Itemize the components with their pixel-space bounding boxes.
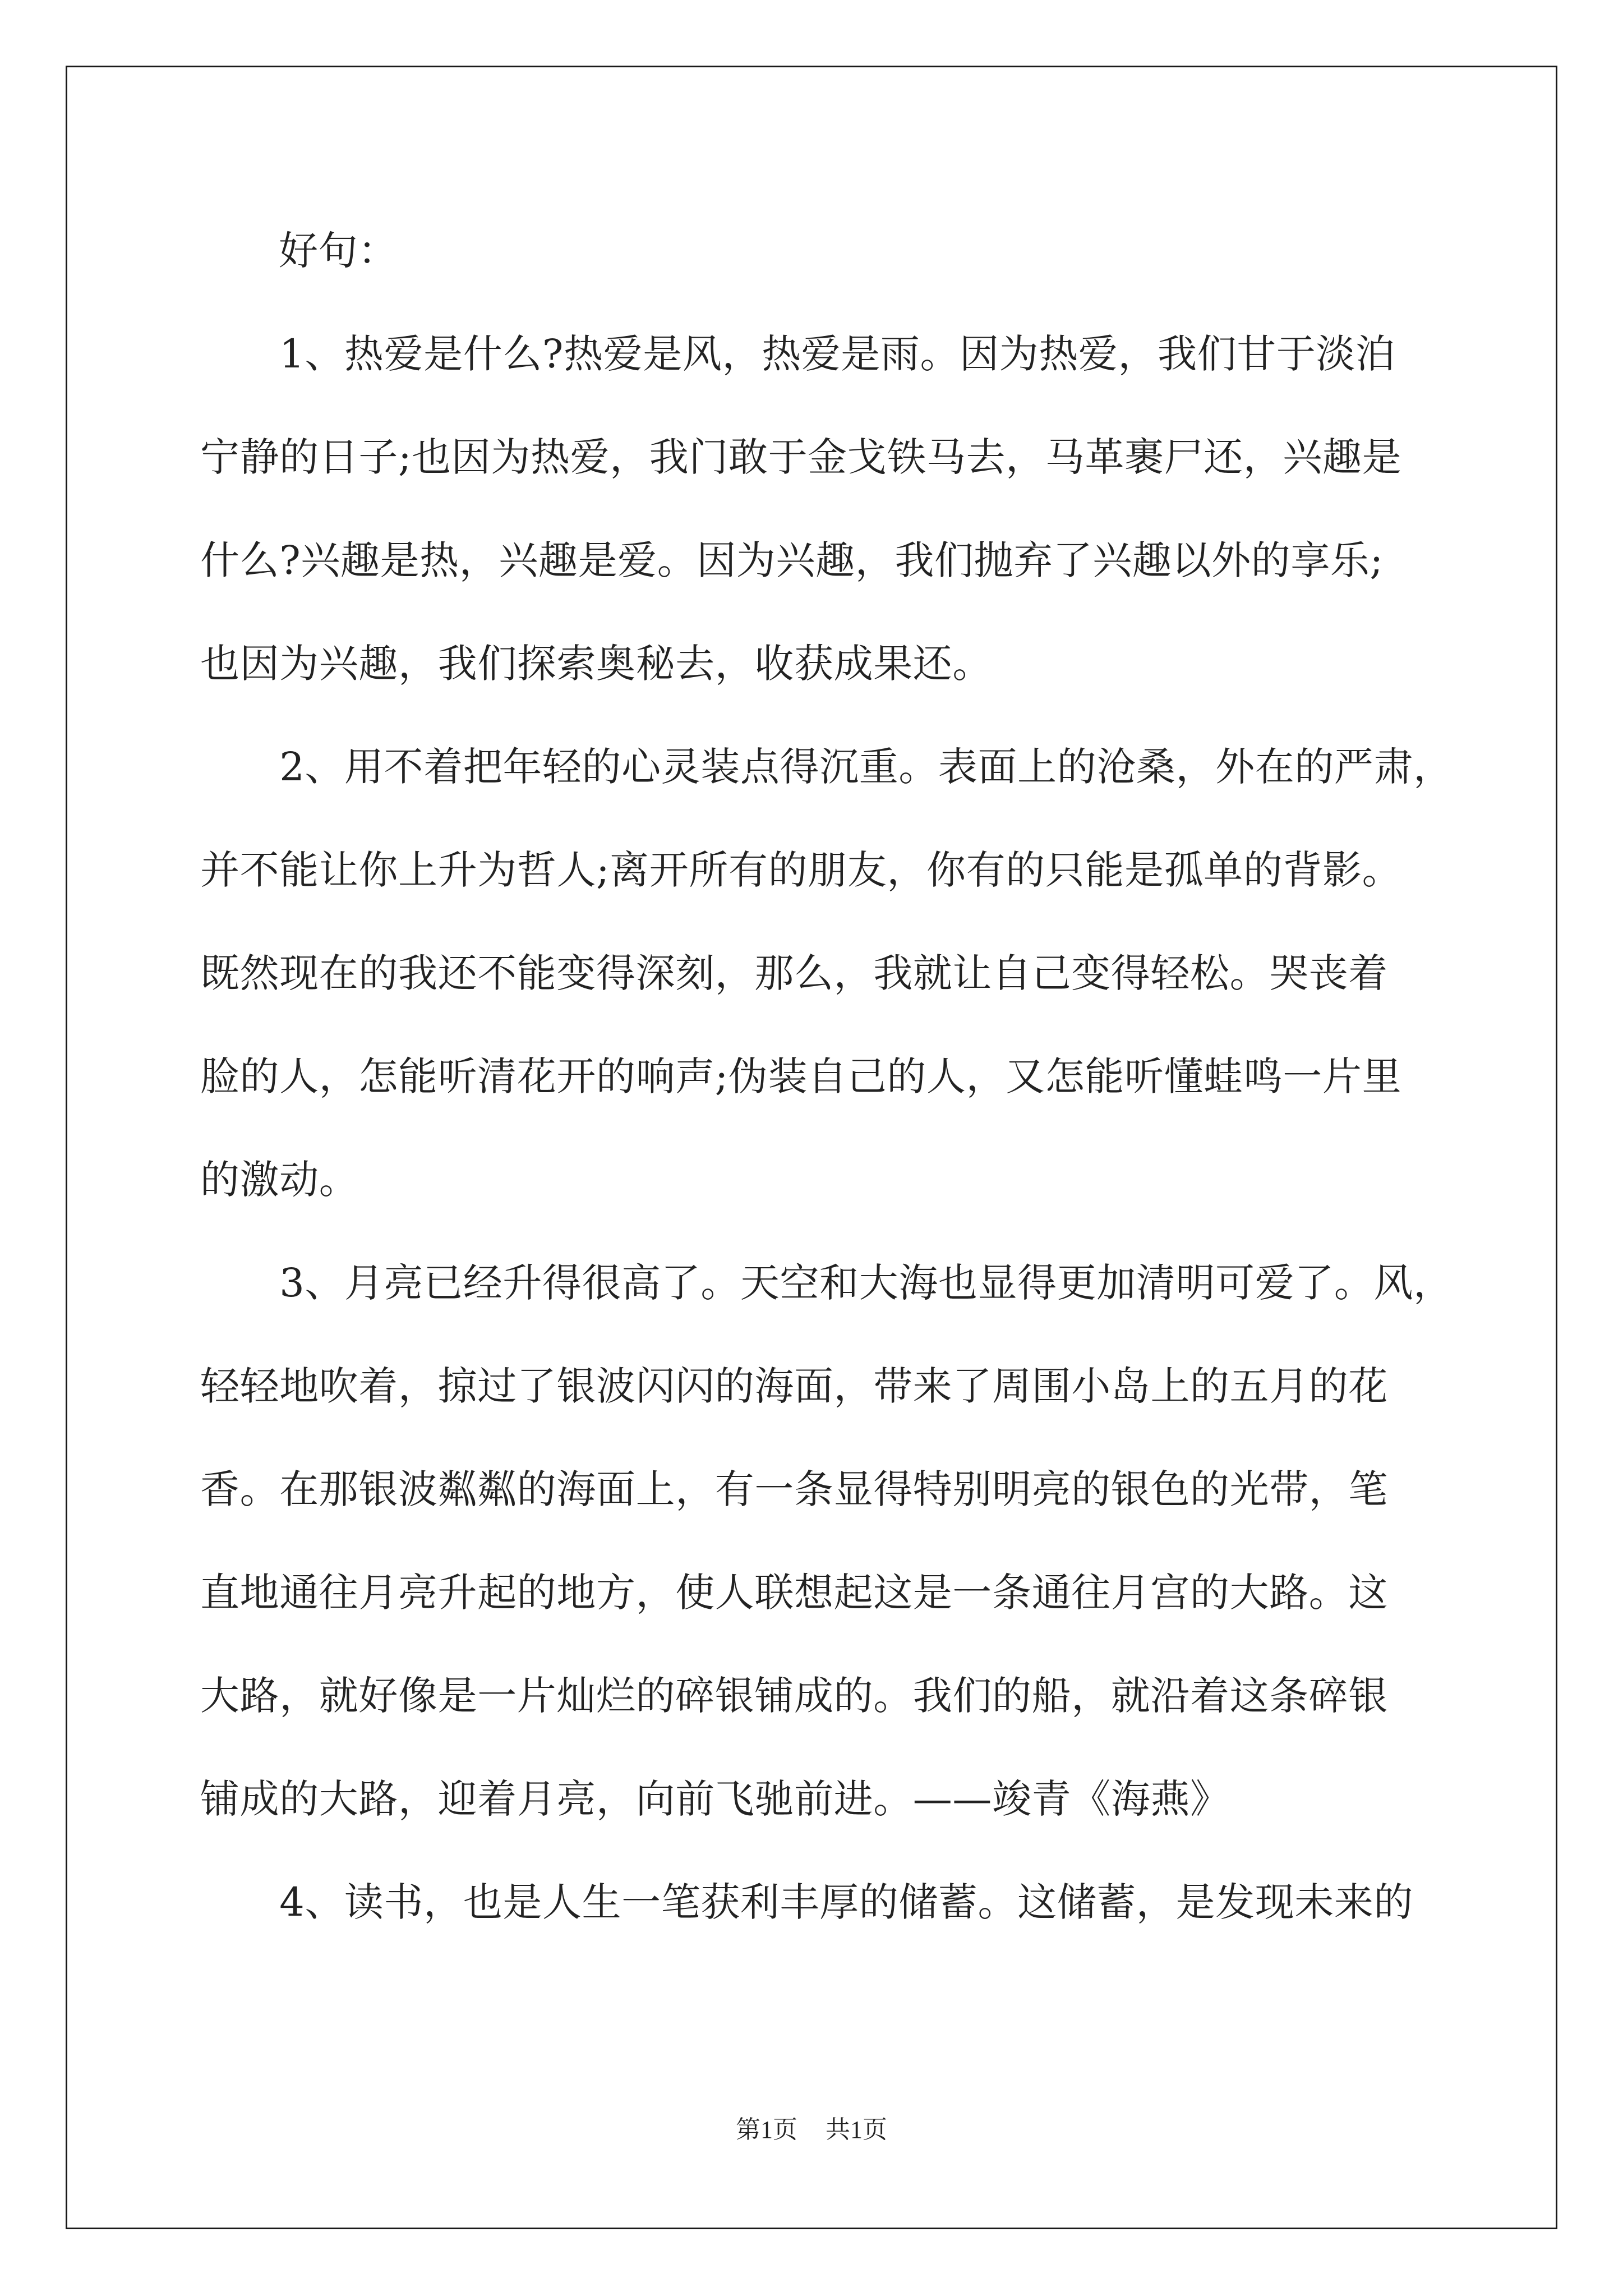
heading: 好句： (279, 228, 398, 274)
paragraph-2-line-3: 既然现在的我还不能变得深刻，那么，我就让自己变得轻松。哭丧着 (200, 950, 1388, 996)
document-body (200, 199, 1453, 1954)
paragraph-2-line-5: 的激动。 (200, 1157, 359, 1203)
paragraph-3-line-1: 3、月亮已经升得很高了。天空和大海也显得更加清明可爱了。风， (200, 1260, 1453, 1306)
page-number-total: 共1页 (826, 2116, 887, 2143)
paragraph-2-line-1: 2、用不着把年轻的心灵装点得沉重。表面上的沧桑，外在的严肃， (200, 744, 1453, 790)
paragraph-1-line-4: 也因为兴趣，我们探索奥秘去，收获成果还。 (200, 641, 992, 687)
paragraph-3-line-5: 大路，就好像是一片灿烂的碎银铺成的。我们的船，就沿着这条碎银 (200, 1673, 1388, 1719)
paragraph-2-line-4: 脸的人，怎能听清花开的响声;伪装自己的人，又怎能听懂蛙鸣一片里 (200, 1053, 1402, 1099)
paragraph-1-line-1: 1、热爱是什么?热爱是风，热爱是雨。因为热爱，我们甘于淡泊 (200, 331, 1395, 377)
page-number-current: 第1页 (736, 2116, 797, 2143)
paragraph-1-line-2: 宁静的日子;也因为热爱，我门敢于金戈铁马去，马革裹尸还，兴趣是 (200, 434, 1402, 480)
paragraph-4-line-1: 4、读书，也是人生一笔获利丰厚的储蓄。这储蓄，是发现未来的 (200, 1879, 1414, 1925)
paragraph-3-line-2: 轻轻地吹着，掠过了银波闪闪的海面，带来了周围小岛上的五月的花 (200, 1363, 1388, 1409)
paragraph-3-line-3: 香。在那银波粼粼的海面上，有一条显得特别明亮的银色的光带，笔 (200, 1466, 1388, 1512)
paragraph-1-line-3: 什么?兴趣是热，兴趣是爱。因为兴趣，我们抛弃了兴趣以外的享乐; (200, 537, 1384, 583)
paragraph-3-line-6: 铺成的大路，迎着月亮，向前飞驰前进。——竣青《海燕》 (200, 1776, 1230, 1822)
page-footer (0, 2109, 1623, 2145)
paragraph-2-line-2: 并不能让你上升为哲人;离开所有的朋友，你有的只能是孤单的背影。 (200, 847, 1402, 893)
paragraph-3-line-4: 直地通往月亮升起的地方，使人联想起这是一条通往月宫的大路。这 (200, 1570, 1388, 1616)
